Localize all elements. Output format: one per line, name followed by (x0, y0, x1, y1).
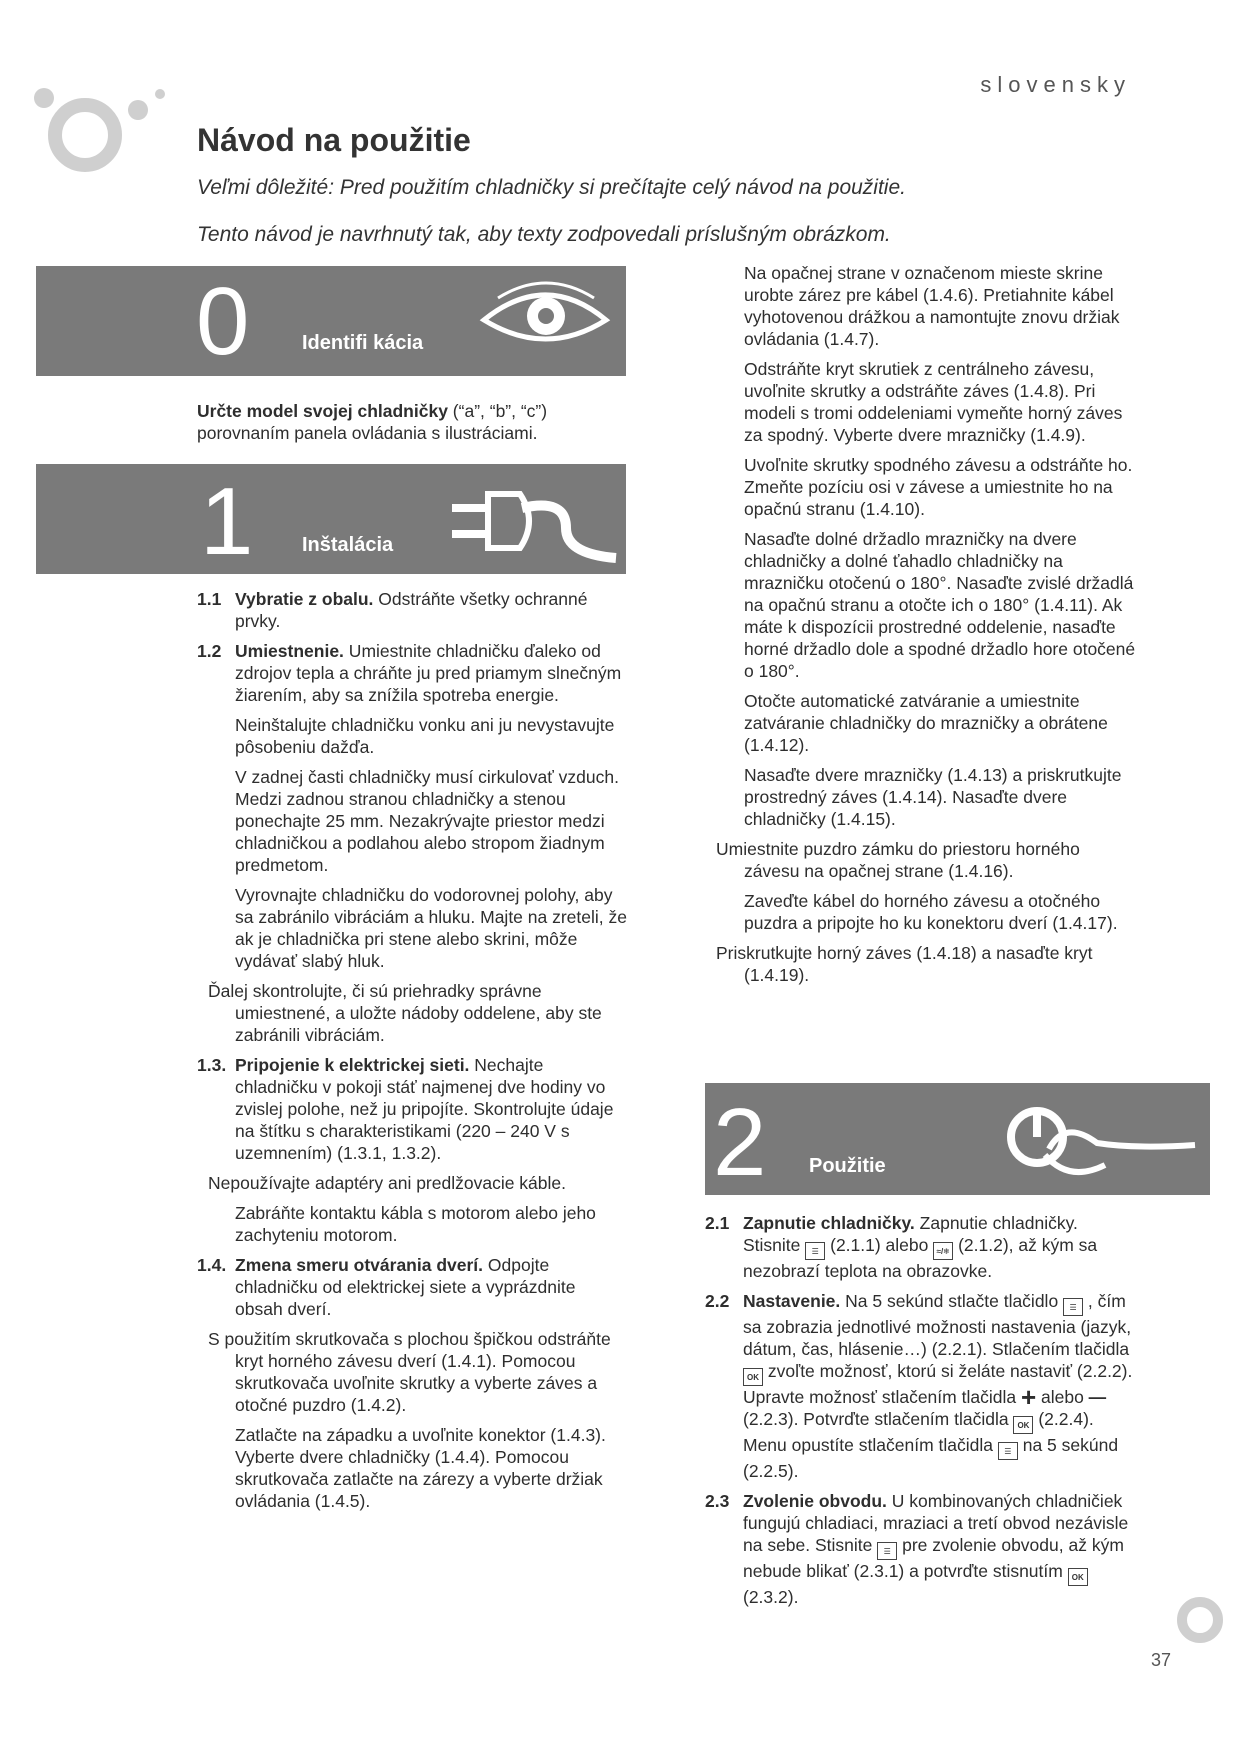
ok-button-icon: OK (1068, 1568, 1088, 1586)
paragraph: Neinštalujte chladničku vonku ani ju nevystavujte pôsobeniu dažďa. (235, 715, 615, 757)
ok-button-icon: OK (1013, 1416, 1033, 1434)
item-2-3: 2.3 Zvolenie obvodu. U kombinovaných chladničiek fungujú chladiaci, mraziaci a tretí obvod nezávisle na sebe. Stisnite ☰ pre zvolenie obvodu, až kým nebude blikať (2.3.1) a potvrďte stisnutím OK (2.3.2). (705, 1491, 1129, 1607)
language-label: slovensky (980, 72, 1131, 97)
paragraph: Zatlačte na západku a uvoľnite konektor (1.4.3). Vyberte dvere chladničky (1.4.4). Pomocou skrutkovača zatlačte na zárezy a vyberte držiak ovládania (1.4.5). (235, 1425, 606, 1511)
item-2-1: 2.1 Zapnutie chladničky. Zapnutie chladničky. Stisnite ☰ (2.1.1) alebo ≈/❄ (2.1.2), až kým sa nezobrazí teplota na obrazovke. (705, 1213, 1098, 1281)
minus-icon: — (1088, 1387, 1107, 1407)
paragraph: Nasaďte dvere mrazničky (1.4.13) a priskrutkujte prostredný záves (1.4.14). Nasaďte dvere chladničky (1.4.15). (744, 765, 1122, 829)
section-1-banner (36, 464, 626, 574)
item-1-4: 1.4. Zmena smeru otvárania dverí. Odpojte chladničku od elektrickej siete a vyprázdnite obsah dverí. (197, 1255, 576, 1319)
paragraph: Na opačnej strane v označenom mieste skrine urobte zárez pre kábel (1.4.6). Pretiahnite kábel vyhotovenou drážkou a namontujte znovu držiak ovládania (1.4.7). (744, 263, 1120, 349)
section-1-number: 1 (200, 468, 254, 575)
corner-logo-icon (1170, 1590, 1241, 1650)
ok-button-icon: OK (743, 1368, 763, 1386)
section-0-intro: Určte model svojej chladničky (“a”, “b”, “c”) porovnaním panela ovládania s ilustráciami. (197, 401, 548, 443)
paragraph: Otočte automatické zatváranie a umiestnite zatváranie chladničky do mrazničky a obrátene (1.4.12). (744, 691, 1108, 755)
brand-logo (30, 80, 170, 180)
section-1-label: Inštalácia (302, 534, 394, 556)
plus-icon: + (1020, 1382, 1037, 1412)
paragraph: Nasaďte dolné držadlo mrazničky na dvere chladničky a dolné ťahadlo chladničky na mrazničku otočenú o 180°. Nasaďte zvislé držadlá na opačnú stranu a otočte ich o 180° (1.4.11). Ak máte k dispozícii prostredné oddelenie, nasaďte horné držadlo dole a spodné držadlo hore otočené o 180°. (744, 529, 1136, 681)
subtitle-warning: Veľmi dôležité: Pred použitím chladničky si prečítajte celý návod na použitie. (197, 176, 906, 199)
menu-button-icon: ☰ (877, 1542, 897, 1560)
power-button-icon (985, 1099, 1205, 1185)
subtitle-note: Tento návod je navrhnutý tak, aby texty zodpovedali príslušným obrázkom. (197, 223, 891, 246)
item-1-2: 1.2 Umiestnenie. Umiestnite chladničku ďaleko od zdrojov tepla a chráňte ju pred priamym slnečným žiarením, aby sa znížila spotreba energie. (197, 641, 622, 705)
paragraph: V zadnej časti chladničky musí cirkulovať vzduch. Medzi zadnou stranou chladničky a stenou ponechajte 25 mm. Nezakrývajte priestor medzi chladničkou a podlahou alebo stropom žiadnym predmetom. (235, 767, 619, 875)
section-1-continued (716, 262, 1136, 994)
menu-button-icon: ☰ (1063, 1298, 1083, 1316)
section-2-number: 2 (713, 1089, 767, 1196)
section-0-label: Identifi kácia (302, 332, 424, 354)
paragraph: Uvoľnite skrutky spodného závesu a odstráňte ho. Zmeňte pozíciu osi v závese a umiestnite ho na opačnú stranu (1.4.10). (744, 455, 1133, 519)
section-2-body (705, 1212, 1135, 1616)
paragraph: Umiestnite puzdro zámku do priestoru horného závesu na opačnej strane (1.4.16). (716, 839, 1080, 881)
paragraph: S použitím skrutkovača s plochou špičkou odstráňte kryt horného závesu dverí (1.4.1). Pomocou skrutkovača uvoľnite skrutky a vyberte záves a otočné puzdro (1.4.2). (208, 1329, 611, 1415)
section-0-banner (36, 266, 626, 376)
item-2-2: 2.2 Nastavenie. Na 5 sekúnd stlačte tlačidlo ☰ , čím sa zobrazia jednotlivé možnosti nastavenia (jazyk, dátum, čas, hlásenie…) (2.2.1). Stlačením tlačidla OK zvoľte možnosť, ktorú si želáte nastaviť (2.2.2). Upravte možnosť stlačením tlačidla + alebo — (2.2.3). Potvrďte stlačením tlačidla OK (2.2.4). Menu opustíte stlačením tlačidla ☰ na 5 sekúnd (2.2.5). (705, 1291, 1133, 1481)
paragraph: Ďalej skontrolujte, či sú priehradky správne umiestnené, a uložte nádoby oddelene, aby ste zabránili vibráciám. (208, 981, 602, 1045)
paragraph: Nepoužívajte adaptéry ani predlžovacie káble. (208, 1173, 566, 1193)
eye-icon (476, 278, 616, 354)
section-2-banner (705, 1083, 1210, 1195)
menu-button-icon: ☰ (998, 1442, 1018, 1460)
item-1-1: 1.1 Vybratie z obalu. Odstráňte všetky ochranné prvky. (197, 589, 588, 631)
paragraph: Zaveďte kábel do horného závesu a otočného puzdra a pripojte ho ku konektoru dverí (1.4.17). (744, 891, 1118, 933)
page-title: Návod na použitie (197, 122, 471, 158)
plug-icon (446, 478, 626, 564)
paragraph: Odstráňte kryt skrutiek z centrálneho závesu, uvoľnite skrutky a odstráňte záves (1.4.8). Pri modeli s tromi oddeleniami vymeňte horný záves za spodný. Vyberte dvere mrazničky (1.4.9). (744, 359, 1123, 445)
paragraph: Vyrovnajte chladničku do vodorovnej polohy, aby sa zabránilo vibráciám a hluku. Majte na zreteli, že ak je chladnička pri stene alebo skrini, môže vydávať slabý hluk. (235, 885, 627, 971)
eco-button-icon: ≈/❄ (933, 1242, 953, 1260)
paragraph: Zabráňte kontaktu kábla s motorom alebo jeho zachyteniu motorom. (235, 1203, 596, 1245)
section-1-body (197, 588, 627, 1520)
paragraph: Priskrutkujte horný záves (1.4.18) a nasaďte kryt (1.4.19). (716, 943, 1093, 985)
menu-button-icon: ☰ (805, 1242, 825, 1260)
section-0-number: 0 (196, 268, 250, 375)
item-1-3: 1.3. Pripojenie k elektrickej sieti. Nechajte chladničku v pokoji stáť najmenej dve hodiny vo zvislej polohe, než ju pripojíte. Skontrolujte údaje na štítku s charakteristikami (220 – 240 V s uzemnením) (1.3.1, 1.3.2). (197, 1055, 614, 1163)
page-number: 37 (1150, 1650, 1171, 1670)
section-2-label: Použitie (809, 1155, 886, 1177)
